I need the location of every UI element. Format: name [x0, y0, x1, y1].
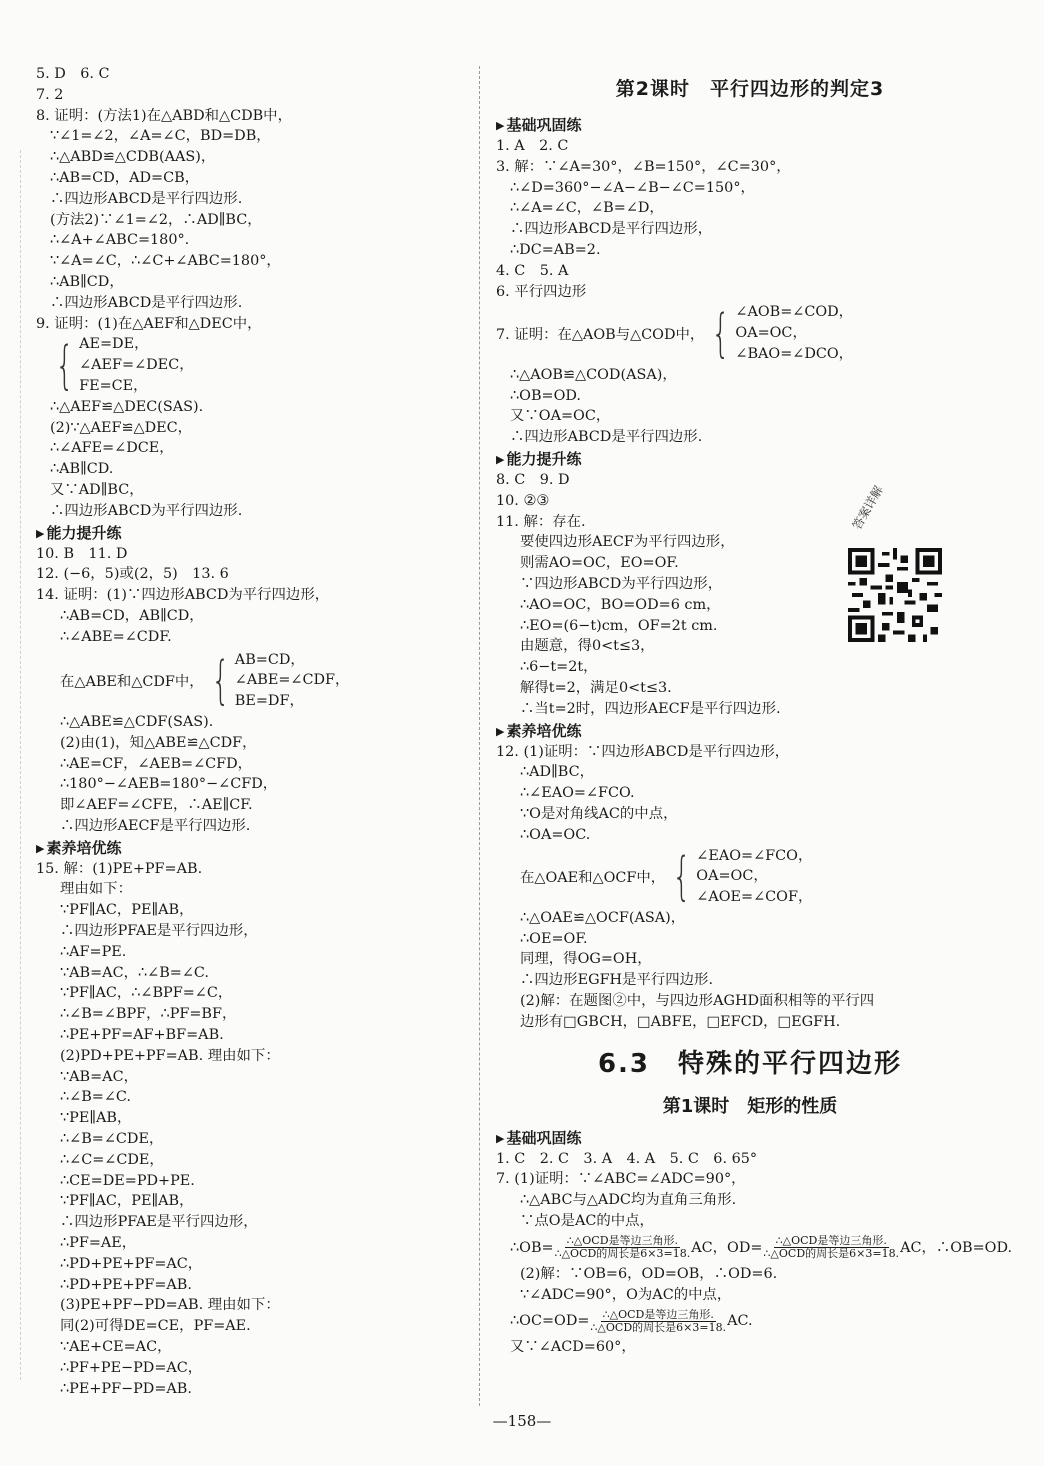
- fraction: $\frac{\text{∴△OCD是等边三角形.}}{\text{∴△OCD的周长是6×3=18.}}$: [763, 1234, 900, 1261]
- answer-line: ∴∠EAO=∠FCO.: [520, 785, 635, 802]
- triangle-icon: ▶: [36, 841, 45, 855]
- answer-line: (2)∵△AEF≌△DEC，: [50, 419, 193, 436]
- answer-line: 即∠AEF=∠CFE，∴AE∥CF.: [60, 797, 253, 814]
- answer-line: ∴OE=OF.: [520, 930, 588, 947]
- brace-system: 7. 证明：在△AOB与△COD中， { ∠AOB=∠COD， OA=OC， ∠BAO=∠DCO，: [496, 303, 854, 364]
- left-brace: {: [211, 650, 230, 711]
- answer-line: ∴四边形ABCD为平行四边形.: [50, 502, 243, 519]
- answer-line: ∴∠B=∠BPF，∴PF=BF，: [60, 1006, 237, 1023]
- left-brace: {: [55, 335, 74, 396]
- answer-line: ∵∠A=∠C，∴∠C+∠ABC=180°，: [50, 253, 281, 270]
- answer-line: 10. B 11. D: [36, 545, 128, 562]
- answer-line: ∴△ABD≌△CDB(AAS)，: [50, 149, 216, 166]
- brace-line: ∠AOE=∠COF，: [696, 889, 813, 906]
- triangle-icon: ▶: [36, 526, 45, 540]
- brace-line: OA=OC，: [696, 868, 768, 885]
- answer-line: (2)解：在题图②中，与四边形AGHD面积相等的平行四: [520, 993, 875, 1010]
- answer-line: 10. ②③: [496, 492, 550, 509]
- answer-line: ∵AB=AC，∴∠B=∠C.: [60, 964, 209, 981]
- answer-line: ∴AE=CF，∠AEB=∠CFD，: [60, 755, 253, 772]
- lesson-title: 第1课时 矩形的性质: [662, 1095, 838, 1117]
- answer-line: 同理，得OG=OH，: [520, 951, 652, 968]
- answer-line: ∴DC=AB=2.: [510, 241, 601, 258]
- answer-line: 4. C 5. A: [496, 262, 569, 279]
- answer-line: ∴△OAE≌△OCF(ASA)，: [520, 909, 686, 926]
- answer-line: ∵PF∥AC，PE∥AB，: [60, 1193, 194, 1210]
- qr-caption: 答案详解: [849, 483, 886, 532]
- answer-line: ∵PF∥AC，∴∠BPF=∠C，: [60, 985, 233, 1002]
- answer-line: ∴∠A=∠C，∠B=∠D，: [510, 200, 664, 217]
- answer-line: ∴∠C=∠CDE，: [60, 1151, 164, 1168]
- answer-line: ∴∠ABE=∠CDF.: [60, 628, 172, 645]
- answer-line: 9. 证明：(1)在△AEF和△DEC中，: [36, 315, 262, 332]
- answer-line: ∴∠A+∠ABC=180°.: [50, 232, 190, 249]
- left-brace: {: [711, 303, 730, 364]
- answer-line: ∴AB∥CD，: [50, 273, 124, 290]
- brace-line: ∠EAO=∠FCO，: [696, 847, 813, 864]
- answer-line: ∴PF=AE，: [60, 1235, 137, 1252]
- answer-line: ∴6−t=2t，: [520, 659, 598, 676]
- answer-line: ∴AB=CD，AD=CB，: [50, 169, 200, 186]
- answer-line: 6. 平行四边形: [496, 283, 587, 300]
- brace-line: OA=OC，: [735, 325, 807, 342]
- answer-line: ∴∠AFE=∠DCE，: [50, 440, 174, 457]
- answer-line: 理由如下：: [60, 881, 132, 898]
- answer-line: (2)解：∵OB=6，OD=OB，∴OD=6.: [520, 1265, 778, 1282]
- brace-line: ∠BAO=∠DCO，: [735, 345, 854, 362]
- brace-system: 在△ABE和△CDF中， { AB=CD， ∠ABE=∠CDF， BE=DF，: [60, 650, 350, 711]
- answer-line: (方法2)∵∠1=∠2，∴AD∥BC，: [50, 211, 262, 228]
- fraction: $\frac{\text{∴△OCD是等边三角形.}}{\text{∴△OCD的周长是6×3=18.}}$: [590, 1307, 727, 1334]
- answer-line: 1. C 2. C 3. A 4. A 5. C 6. 65°: [496, 1150, 758, 1167]
- answer-line: 8. 证明：(方法1)在△ABD和△CDB中，: [36, 107, 292, 124]
- fraction-line: ∴OC=OD= $\frac{\text{∴△OCD是等边三角形.}}{\text{∴△OCD的周长是6×3=18.}}$ AC.: [510, 1307, 753, 1334]
- answer-line: ∴△AOB≌△COD(ASA)，: [510, 366, 677, 383]
- section-heading: ▶ 基础巩固练: [496, 1128, 582, 1147]
- answer-line: ∴△AEF≌△DEC(SAS).: [50, 398, 204, 415]
- answer-line: 8. C 9. D: [496, 471, 570, 488]
- section-heading: ▶ 素养培优练: [496, 721, 582, 740]
- answer-line: 要使四边形AECF为平行四边形，: [520, 534, 735, 551]
- answer-line: ∴△ABE≌△CDF(SAS).: [60, 713, 214, 730]
- triangle-icon: ▶: [496, 119, 505, 132]
- section-heading: ▶ 素养培优练: [36, 838, 122, 857]
- answer-line: 3. 解：∵∠A=30°，∠B=150°，∠C=30°，: [496, 158, 791, 175]
- margin-rule: [20, 150, 21, 1380]
- answer-line: ∵四边形ABCD为平行四边形，: [520, 575, 723, 592]
- answer-line: ∴四边形ABCD是平行四边形.: [510, 429, 703, 446]
- fraction: $\frac{\text{∴△OCD是等边三角形.}}{\text{∴△OCD的周长是6×3=18.}}$: [554, 1234, 691, 1261]
- answer-line: ∵∠1=∠2，∠A=∠C，BD=DB，: [50, 128, 271, 145]
- answer-line: ∴△ABC与△ADC均为直角三角形.: [520, 1192, 737, 1209]
- brace-line: BE=DF，: [234, 693, 304, 710]
- answer-line: 由题意，得0<t≤3，: [520, 638, 655, 655]
- triangle-icon: ▶: [496, 452, 505, 466]
- answer-line: 15. 解：(1)PE+PF=AB.: [36, 860, 203, 877]
- answer-line: ∴EO=(6−t)cm，OF=2t cm.: [520, 617, 718, 634]
- answer-line: (2)PD+PE+PF=AB. 理由如下：: [60, 1047, 280, 1064]
- answer-line: ∴四边形PFAE是平行四边形，: [60, 1214, 258, 1231]
- answer-line: ∵AE+CE=AC，: [60, 1339, 172, 1356]
- answer-line: 12. (1)证明：∵四边形ABCD是平行四边形，: [496, 743, 790, 760]
- answer-line: ∴AB=CD，AB∥CD，: [60, 607, 204, 624]
- answer-line: 解得t=2，满足0<t≤3.: [520, 679, 672, 696]
- section-heading: ▶ 能力提升练: [36, 523, 122, 542]
- right-column: [496, 64, 1013, 1358]
- left-column: [36, 64, 476, 1399]
- answer-line: ∴PD+PE+PF=AC，: [60, 1255, 203, 1272]
- answer-line: ∵AB=AC，: [60, 1068, 138, 1085]
- answer-line: ∵PE∥AB，: [60, 1110, 132, 1127]
- answer-line: ∴∠D=360°−∠A−∠B−∠C=150°，: [510, 179, 755, 196]
- left-brace: {: [672, 846, 691, 907]
- answer-line: ∴∠B=∠CDE，: [60, 1131, 164, 1148]
- brace-system: [36, 334, 476, 396]
- answer-line: ∴四边形ABCD是平行四边形.: [50, 190, 243, 207]
- brace-line: AE=DE，: [79, 336, 149, 353]
- answer-line: ∴AO=OC，BO=OD=6 cm，: [520, 596, 721, 613]
- answer-line: ∴CE=DE=PD+PE.: [60, 1172, 195, 1189]
- answer-line: ∴PD+PE+PF=AB.: [60, 1276, 192, 1293]
- page-number: —158—: [492, 1412, 552, 1430]
- answer-line: 7. 2: [36, 86, 64, 103]
- answer-line: 同(2)可得DE=CE，PF=AE.: [60, 1318, 251, 1335]
- answer-line: ∴PE+PF=AF+BF=AB.: [60, 1027, 224, 1044]
- answer-line: (2)由(1)，知△ABE≌△CDF，: [60, 734, 257, 751]
- answer-line: ∴四边形ABCD是平行四边形.: [50, 294, 243, 311]
- answer-line: ∴PF+PE−PD=AC，: [60, 1359, 203, 1376]
- section-heading: ▶ 基础巩固练: [496, 116, 582, 134]
- answer-line: ∵O是对角线AC的中点，: [520, 805, 678, 822]
- answer-line: 1. A 2. C: [496, 138, 569, 154]
- brace-line: ∠ABE=∠CDF，: [234, 672, 350, 689]
- brace-line: ∠AEF=∠DEC，: [79, 357, 194, 374]
- answer-line: ∴四边形EGFH是平行四边形.: [520, 972, 714, 989]
- triangle-icon: ▶: [496, 1131, 505, 1145]
- answer-line: 7. (1)证明：∵∠ABC=∠ADC=90°，: [496, 1171, 746, 1188]
- fraction-line: ∴OB= $\frac{\text{∴△OCD是等边三角形.}}{\text{∴△OCD的周长是6×3=18.}}$ AC，OD= $\frac{\text{∴△OCD是等边三角形.}}{\text{∴△OCD的周长是6×3=18.}}$ AC，∴OB=OD.: [510, 1234, 1013, 1261]
- answer-line: ∴四边形AECF是平行四边形.: [60, 817, 251, 834]
- answer-line: 12. (−6，5)或(2，5) 13. 6: [36, 566, 229, 583]
- brace-line: AB=CD，: [234, 651, 305, 668]
- answer-line: ∴AB∥CD.: [50, 461, 114, 478]
- triangle-icon: ▶: [496, 724, 505, 738]
- brace-system: 在△OAE和△OCF中， { ∠EAO=∠FCO， OA=OC， ∠AOE=∠COF，: [520, 846, 813, 907]
- answer-line: 11. 解：存在.: [496, 513, 586, 530]
- answer-line: 边形有□GBCH，□ABFE，□EFCD，□EGFH.: [520, 1013, 841, 1030]
- answer-line: (3)PE+PF−PD=AB. 理由如下：: [60, 1297, 280, 1314]
- answer-line: ∴AF=PE.: [60, 943, 127, 960]
- answer-line: ∵∠ADC=90°，O为AC的中点，: [520, 1286, 732, 1303]
- answer-line: 5. D 6. C: [36, 66, 110, 82]
- answer-line: ∴四边形PFAE是平行四边形，: [60, 923, 258, 940]
- answer-line: 14. 证明：(1)∵四边形ABCD为平行四边形，: [36, 587, 330, 604]
- qr-code-icon[interactable]: [848, 548, 942, 642]
- answer-line: 又∵∠ACD=60°，: [510, 1339, 636, 1356]
- chapter-title: 6.3 特殊的平行四边形: [597, 1048, 903, 1079]
- lesson-title: 第2课时 平行四边形的判定3: [615, 78, 885, 100]
- answer-line: ∴PE+PF−PD=AB.: [60, 1380, 192, 1397]
- answer-line: ∴OA=OC.: [520, 826, 591, 843]
- answer-line: ∵PF∥AC，PE∥AB，: [60, 902, 194, 919]
- answer-line: 又∵AD∥BC，: [50, 481, 144, 498]
- answer-line: 又∵OA=OC，: [510, 408, 611, 425]
- answer-line: ∴∠B=∠C.: [60, 1089, 131, 1106]
- answer-line: ∴四边形ABCD是平行四边形，: [510, 221, 713, 238]
- brace-line: ∠AOB=∠COD，: [735, 304, 854, 321]
- answer-line: ∴180°−∠AEB=180°−∠CFD，: [60, 776, 278, 793]
- column-divider: [479, 66, 480, 1406]
- answer-line: 则需AO=OC，EO=OF.: [520, 555, 679, 572]
- brace-line: FE=CE，: [79, 377, 148, 394]
- answer-line: ∴OB=OD.: [510, 387, 581, 404]
- answer-line: ∴AD∥BC，: [520, 764, 594, 781]
- section-heading: ▶ 能力提升练: [496, 449, 582, 468]
- answer-line: ∴当t=2时，四边形AECF是平行四边形.: [520, 700, 781, 717]
- answer-line: ∵点O是AC的中点，: [520, 1213, 654, 1230]
